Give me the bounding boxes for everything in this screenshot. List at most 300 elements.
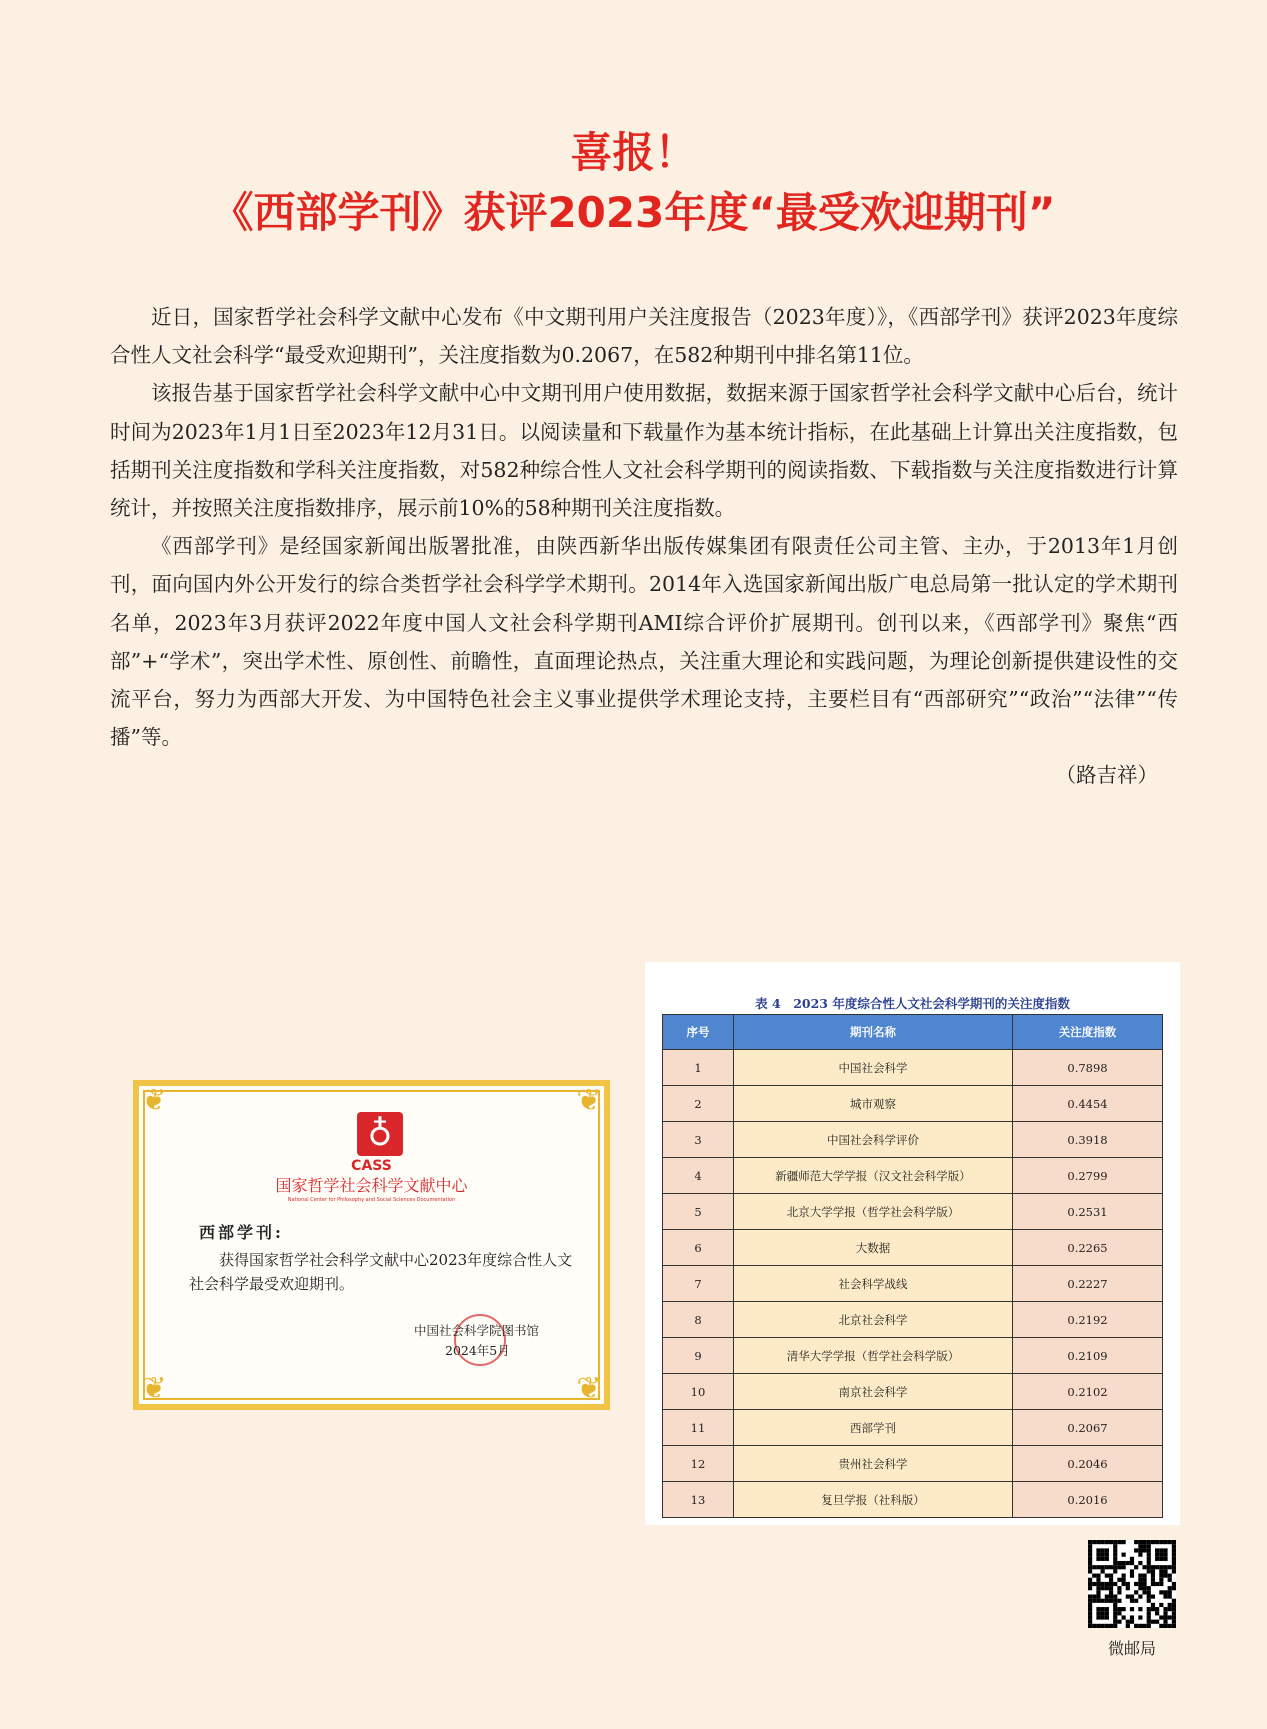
qr-module [1147,1624,1151,1628]
qr-module [1172,1611,1176,1615]
qr-module [1109,1586,1113,1590]
qr-module [1134,1565,1138,1569]
index-cell: 0.2016 [1013,1482,1163,1518]
qr-module [1101,1569,1105,1573]
qr-module [1147,1611,1151,1615]
qr-module [1159,1569,1163,1573]
rank-cell: 9 [663,1338,734,1374]
qr-module [1147,1553,1151,1557]
table-row [663,1194,1163,1230]
certificate-image [133,1080,610,1410]
qr-module [1088,1557,1092,1561]
rank-cell: 10 [663,1374,734,1410]
qr-module [1168,1615,1172,1619]
qr-module [1134,1599,1138,1603]
qr-module [1168,1574,1172,1578]
qr-module [1101,1624,1105,1628]
qr-module [1113,1624,1117,1628]
qr-module [1163,1548,1167,1552]
index-cell: 0.3918 [1013,1122,1163,1158]
qr-module [1096,1578,1100,1582]
qr-module [1134,1590,1138,1594]
qr-module [1147,1615,1151,1619]
qr-module [1142,1578,1146,1582]
qr-module [1105,1607,1109,1611]
qr-module [1147,1565,1151,1569]
headline: 喜报！ [570,128,697,177]
qr-module [1088,1569,1092,1573]
qr-module [1172,1548,1176,1552]
qr-module [1138,1540,1142,1544]
qr-module [1092,1574,1096,1578]
qr-module [1088,1586,1092,1590]
qr-module [1134,1540,1138,1544]
qr-module [1088,1603,1092,1607]
qr-module [1105,1594,1109,1598]
qr-module [1163,1620,1167,1624]
qr-module [1172,1615,1176,1619]
qr-module [1092,1540,1096,1544]
qr-module [1117,1565,1121,1569]
qr-module [1172,1607,1176,1611]
qr-module [1113,1548,1117,1552]
qr-module [1096,1574,1100,1578]
qr-module [1088,1611,1092,1615]
qr-module [1105,1540,1109,1544]
qr-module [1138,1574,1142,1578]
qr-module [1130,1607,1134,1611]
qr-module [1172,1603,1176,1607]
index-cell: 0.2102 [1013,1374,1163,1410]
index-cell: 0.2067 [1013,1410,1163,1446]
qr-module [1117,1607,1121,1611]
qr-module [1113,1620,1117,1624]
qr-module [1151,1565,1155,1569]
qr-module [1134,1582,1138,1586]
journal-name-cell: 中国社会科学 [734,1050,1013,1086]
qr-module [1159,1603,1163,1607]
qr-module [1159,1582,1163,1586]
journal-name-cell: 大数据 [734,1230,1013,1266]
qr-module [1163,1607,1167,1611]
qr-module [1163,1611,1167,1615]
recipient: 西部学刊: [199,1223,284,1242]
qr-code-icon [1088,1540,1176,1628]
qr-module [1168,1603,1172,1607]
qr-module [1168,1540,1172,1544]
rank-cell: 6 [663,1230,734,1266]
qr-module [1088,1582,1092,1586]
qr-module [1096,1611,1100,1615]
index-cell: 0.7898 [1013,1050,1163,1086]
qr-module [1142,1544,1146,1548]
journal-name-cell: 清华大学学报（哲学社会科学版） [734,1338,1013,1374]
qr-module [1159,1578,1163,1582]
paragraph: 近日，国家哲学社会科学文献中心发布《中文期刊用户关注度报告（2023年度）》，《西部学刊》获评2023年度综合性人文社会科学“最受欢迎期刊”，关注度指数为0.2067，在582种期刊中排名第11位。 [110,305,1178,368]
qr-module [1168,1607,1172,1611]
qr-module [1105,1548,1109,1552]
rank-cell: 11 [663,1410,734,1446]
qr-module [1126,1586,1130,1590]
qr-module [1151,1582,1155,1586]
qr-module [1155,1607,1159,1611]
qr-module [1088,1607,1092,1611]
rank-cell: 7 [663,1266,734,1302]
rank-cell: 13 [663,1482,734,1518]
qr-module [1109,1594,1113,1598]
qr-module [1101,1599,1105,1603]
qr-module [1126,1624,1130,1628]
qr-module [1163,1569,1167,1573]
qr-module [1138,1544,1142,1548]
rank-cell: 12 [663,1446,734,1482]
qr-module [1113,1540,1117,1544]
paragraph: 《西部学刊》是经国家新闻出版署批准，由陕西新华出版传媒集团有限责任公司主管、主办，于2013年1月创刊，面向国内外公开发行的综合类哲学社会科学学术期刊。2014年入选国家新闻出版广电总局第一批认定的学术期刊名单，2023年3月获评2022年度中国人文社会科学期刊AMI综合评价扩展期刊。创刊以来，《西部学刊》聚焦“西部”+“学术”，突出学术性、原创性、前瞻性，直面理论热点，关注重大理论和实践问题，为理论创新提供建设性的交流平台，努力为西部大开发、为中国特色社会主义事业提供学术理论支持，主要栏目有“西部研究”“政治”“法律”“传播”等。 [110,534,1178,750]
qr-module [1151,1603,1155,1607]
qr-module [1096,1548,1100,1552]
qr-module [1155,1582,1159,1586]
qr-module [1117,1590,1121,1594]
qr-module [1096,1586,1100,1590]
qr-module [1172,1620,1176,1624]
qr-module [1122,1565,1126,1569]
journal-name-cell: 西部学刊 [734,1410,1013,1446]
journal-name-cell: 北京社会科学 [734,1302,1013,1338]
qr-module [1172,1544,1176,1548]
qr-module [1117,1599,1121,1603]
qr-module [1155,1620,1159,1624]
qr-module [1096,1553,1100,1557]
qr-module [1101,1586,1105,1590]
qr-module [1113,1557,1117,1561]
qr-module [1151,1574,1155,1578]
rank-cell: 4 [663,1158,734,1194]
qr-module [1155,1540,1159,1544]
qr-module [1122,1540,1126,1544]
qr-module [1096,1594,1100,1598]
qr-module [1088,1540,1092,1544]
qr-module [1172,1586,1176,1590]
qr-module [1092,1599,1096,1603]
logo-text: CASS [351,1158,392,1174]
qr-module [1159,1553,1163,1557]
rank-cell: 5 [663,1194,734,1230]
qr-module [1105,1565,1109,1569]
qr-module [1138,1578,1142,1582]
table-row [663,1158,1163,1194]
qr-module [1122,1582,1126,1586]
qr-module [1113,1615,1117,1619]
qr-module [1159,1624,1163,1628]
qr-module [1168,1565,1172,1569]
qr-module [1113,1611,1117,1615]
qr-module [1122,1607,1126,1611]
qr-module [1117,1561,1121,1565]
index-cell: 0.2227 [1013,1266,1163,1302]
journal-name-cell: 复旦学报（社科版） [734,1482,1013,1518]
qr-module [1163,1557,1167,1561]
qr-module [1113,1561,1117,1565]
qr-module [1088,1620,1092,1624]
issue-date: 2024年5月 [445,1343,510,1358]
qr-module [1172,1582,1176,1586]
qr-module [1138,1561,1142,1565]
qr-module [1138,1594,1142,1598]
qr-module [1109,1624,1113,1628]
article-body [110,298,1178,795]
qr-module [1105,1624,1109,1628]
qr-module [1117,1540,1121,1544]
issuer: 中国社会科学院图书馆 [414,1323,540,1338]
qr-module [1151,1620,1155,1624]
cass-logo-icon: ♁ [357,1112,403,1156]
qr-module [1147,1544,1151,1548]
qr-module [1096,1590,1100,1594]
qr-module [1113,1594,1117,1598]
qr-module [1163,1574,1167,1578]
qr-module [1163,1590,1167,1594]
qr-module [1130,1599,1134,1603]
qr-module [1088,1553,1092,1557]
qr-module [1109,1582,1113,1586]
qr-module [1109,1578,1113,1582]
qr-module [1151,1607,1155,1611]
qr-module [1130,1569,1134,1573]
journal-name-cell: 南京社会科学 [734,1374,1013,1410]
qr-module [1101,1548,1105,1552]
qr-module [1159,1615,1163,1619]
qr-module [1109,1565,1113,1569]
table-row [663,1302,1163,1338]
qr-module [1122,1553,1126,1557]
table-row [663,1410,1163,1446]
qr-module [1172,1561,1176,1565]
qr-module [1113,1569,1117,1573]
qr-module [1151,1594,1155,1598]
qr-module [1130,1574,1134,1578]
qr-module [1172,1569,1176,1573]
index-cell: 0.4454 [1013,1086,1163,1122]
qr-module [1105,1557,1109,1561]
table-row [663,1338,1163,1374]
qr-module [1105,1582,1109,1586]
qr-module [1096,1540,1100,1544]
qr-module [1101,1611,1105,1615]
qr-module [1163,1624,1167,1628]
qr-module [1142,1590,1146,1594]
table-row [663,1050,1163,1086]
table-row [663,1122,1163,1158]
qr-module [1113,1599,1117,1603]
qr-module [1117,1578,1121,1582]
rank-cell: 1 [663,1050,734,1086]
qr-module [1147,1599,1151,1603]
qr-module [1101,1582,1105,1586]
qr-module [1138,1607,1142,1611]
ranking-table-image [645,962,1180,1525]
qr-module [1122,1574,1126,1578]
qr-module [1113,1607,1117,1611]
qr-module [1105,1615,1109,1619]
qr-module [1163,1553,1167,1557]
qr-module [1138,1582,1142,1586]
qr-module [1105,1586,1109,1590]
qr-module [1163,1565,1167,1569]
qr-module [1105,1574,1109,1578]
index-cell: 0.2109 [1013,1338,1163,1374]
qr-module [1155,1565,1159,1569]
qr-module [1130,1557,1134,1561]
author: （路吉祥） [1055,763,1158,788]
qr-module [1096,1615,1100,1619]
qr-module [1101,1540,1105,1544]
qr-module [1113,1553,1117,1557]
qr-module [1168,1578,1172,1582]
qr-module [1138,1624,1142,1628]
qr-module [1155,1557,1159,1561]
qr-module [1138,1553,1142,1557]
qr-module [1172,1599,1176,1603]
qr-module [1105,1599,1109,1603]
qr-module [1147,1557,1151,1561]
ornament-icon: ❦ [576,1083,602,1118]
qr-module [1096,1565,1100,1569]
qr-module [1096,1582,1100,1586]
qr-module [1101,1565,1105,1569]
index-cell: 0.2192 [1013,1302,1163,1338]
qr-module [1113,1582,1117,1586]
qr-module [1101,1615,1105,1619]
qr-module [1147,1594,1151,1598]
qr-module [1142,1586,1146,1590]
qr-module [1142,1582,1146,1586]
qr-module [1142,1540,1146,1544]
qr-module [1096,1599,1100,1603]
qr-module [1142,1548,1146,1552]
index-cell: 0.2531 [1013,1194,1163,1230]
qr-module [1092,1582,1096,1586]
table-caption: 表 4 2023 年度综合性人文社会科学期刊的关注度指数 [755,996,1070,1011]
org-name-en: National Center for Philosophy and Social Sciences Documentation [287,1197,456,1203]
qr-module [1105,1553,1109,1557]
qr-module [1092,1565,1096,1569]
qr-module [1113,1544,1117,1548]
qr-label: 微邮局 [1107,1639,1156,1658]
qr-module [1109,1574,1113,1578]
journal-name-cell: 新疆师范大学学报（汉文社会科学版） [734,1158,1013,1194]
qr-module [1088,1615,1092,1619]
ornament-icon: ❦ [576,1371,602,1406]
qr-module [1172,1557,1176,1561]
qr-module [1172,1553,1176,1557]
qr-module [1109,1540,1113,1544]
table-row [663,1446,1163,1482]
qr-module [1088,1565,1092,1569]
qr-module [1117,1586,1121,1590]
journal-name-cell: 城市观察 [734,1086,1013,1122]
qr-module [1159,1565,1163,1569]
table-row [663,1374,1163,1410]
qr-module [1096,1624,1100,1628]
qr-module [1147,1561,1151,1565]
col-header: 关注度指数 [1013,1015,1163,1050]
headline-subtitle: 《西部学刊》获评2023年度“最受欢迎期刊” [211,188,1056,237]
qr-module [1092,1594,1096,1598]
qr-module [1168,1590,1172,1594]
qr-module [1088,1578,1092,1582]
index-cell: 0.2265 [1013,1230,1163,1266]
qr-module [1138,1615,1142,1619]
qr-module [1147,1586,1151,1590]
qr-module [1096,1557,1100,1561]
qr-module [1130,1594,1134,1598]
qr-module [1163,1540,1167,1544]
qr-module [1147,1620,1151,1624]
qr-module [1142,1574,1146,1578]
rank-cell: 8 [663,1302,734,1338]
qr-module [1159,1590,1163,1594]
index-cell: 0.2799 [1013,1158,1163,1194]
qr-module [1168,1624,1172,1628]
qr-module [1126,1620,1130,1624]
qr-module [1172,1540,1176,1544]
table-row [663,1230,1163,1266]
qr-module [1092,1624,1096,1628]
qr-module [1155,1553,1159,1557]
qr-module [1168,1594,1172,1598]
qr-module [1147,1607,1151,1611]
ornament-icon: ❦ [141,1371,167,1406]
qr-module [1142,1565,1146,1569]
qr-module [1088,1544,1092,1548]
certificate-text: 获得国家哲学社会科学文献中心2023年度综合性人文社会科学最受欢迎期刊。 [189,1251,573,1293]
qr-module [1163,1615,1167,1619]
qr-module [1172,1565,1176,1569]
journal-name-cell: 社会科学战线 [734,1266,1013,1302]
qr-module [1168,1586,1172,1590]
ornament-icon: ❦ [141,1083,167,1118]
qr-module [1134,1624,1138,1628]
qr-module [1126,1594,1130,1598]
qr-module [1088,1594,1092,1598]
qr-module [1126,1561,1130,1565]
qr-module [1147,1548,1151,1552]
qr-module [1122,1615,1126,1619]
qr-module [1126,1582,1130,1586]
qr-module [1130,1615,1134,1619]
qr-module [1113,1603,1117,1607]
table-row [663,1266,1163,1302]
qr-module [1155,1548,1159,1552]
table-row [663,1482,1163,1518]
qr-module [1113,1565,1117,1569]
qr-module [1151,1569,1155,1573]
qr-module [1096,1607,1100,1611]
qr-module [1117,1611,1121,1615]
qr-module [1101,1607,1105,1611]
qr-module [1130,1561,1134,1565]
qr-module [1109,1590,1113,1594]
qr-module [1117,1620,1121,1624]
rank-cell: 2 [663,1086,734,1122]
rank-cell: 3 [663,1122,734,1158]
qr-module [1142,1624,1146,1628]
qr-module [1138,1586,1142,1590]
col-header: 期刊名称 [734,1015,1013,1050]
qr-module [1088,1624,1092,1628]
qr-module [1147,1590,1151,1594]
journal-name-cell: 贵州社会科学 [734,1446,1013,1482]
